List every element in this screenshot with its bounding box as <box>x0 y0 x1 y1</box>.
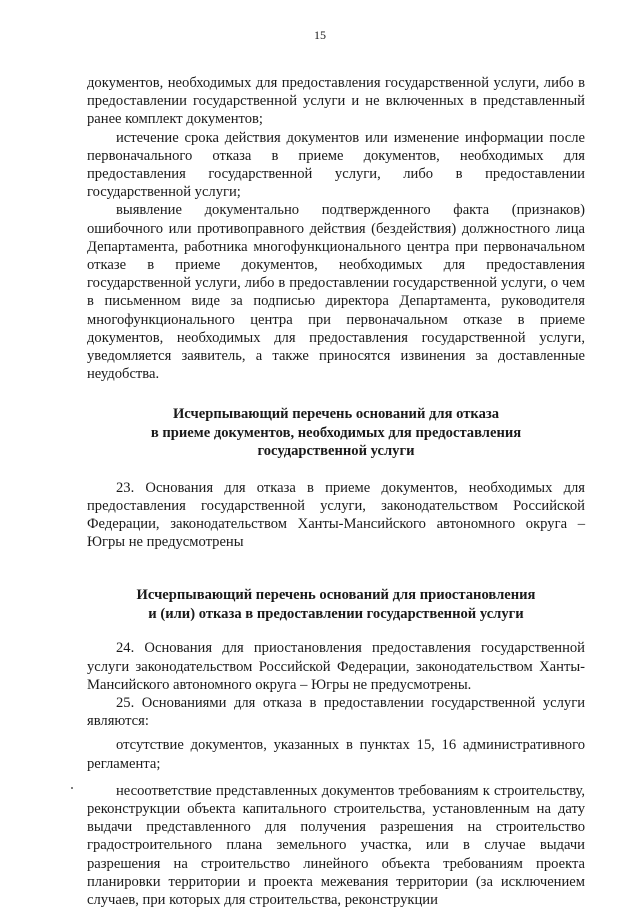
heading-line: Исчерпывающий перечень оснований для приостановления <box>136 587 536 604</box>
paragraph-25: 25. Основаниями для отказа в предоставлении государственной услуги являются: <box>87 694 585 730</box>
heading-line: в приеме документов, необходимых для предоставления <box>150 424 522 441</box>
list-item-absence: отсутствие документов, указанных в пунктах 15, 16 административного регламента; <box>87 737 585 772</box>
heading-line: государственной услуги <box>257 443 415 460</box>
paragraph-24: 24. Основания для приостановления предоставления государственной услуги законодательством Российской Федерации, законодательством Ханты-Мансийского автономного округа – Югры не предусмотрены. <box>87 640 585 693</box>
page-number: 15 <box>314 28 326 42</box>
paragraph-23: 23. Основания для отказа в приеме документов, необходимых для предоставления государственной услуги, законодательством Российской Федерации, законодательством Ханты-Мансийского автономного округа – Югры не предусмотрены <box>87 479 585 551</box>
heading-line: Исчерпывающий перечень оснований для отказа <box>172 406 500 423</box>
paragraph-error-detection: выявление документально подтвержденного факта (признаков) ошибочного или противоправного действия (бездействия) должностного лица Департамента, работника многофункционального центра при первоначальном отказе в приеме документов, необходимых для предоставления государственной услуги, либо в предоставлении государственной услуги, о чем в письменном виде за подписью директора Департамента, руководителя многофункционального центра при первоначальном отказе в приеме документов, необходимых для предоставления государственной услуги, уведомляется заявитель, а также приносятся извинения за доставленные неудобства. <box>87 202 585 383</box>
list-item-mismatch: несоответствие представленных документов требованиям к строительству, реконструкции объекта капитального строительства, установленным на дату выдачи представленного для получения разрешения на строительство градостроительного плана земельного участка, или в случае выдачи разрешения на строительство линейного объекта требованиям проекта планировки территории и проекта межевания территории (за исключением случаев, при которых для строительства, реконструкции <box>87 782 585 908</box>
page-content <box>87 74 585 909</box>
scan-speck <box>71 787 73 789</box>
paragraph-expiry: истечение срока действия документов или изменение информации после первоначального отказа в приеме документов, необходимых для предоставления государственной услуги, либо в предоставлении государственной услуги; <box>87 129 585 201</box>
paragraph-continuation: документов, необходимых для предоставления государственной услуги, либо в предоставлении государственной услуги и не включенных в представленный ранее комплект документов; <box>87 75 585 128</box>
heading-line: и (или) отказа в предоставлении государственной услуги <box>148 605 524 622</box>
section-heading-suspension-refusal <box>87 586 585 623</box>
section-heading-refusal-acceptance <box>87 405 585 460</box>
